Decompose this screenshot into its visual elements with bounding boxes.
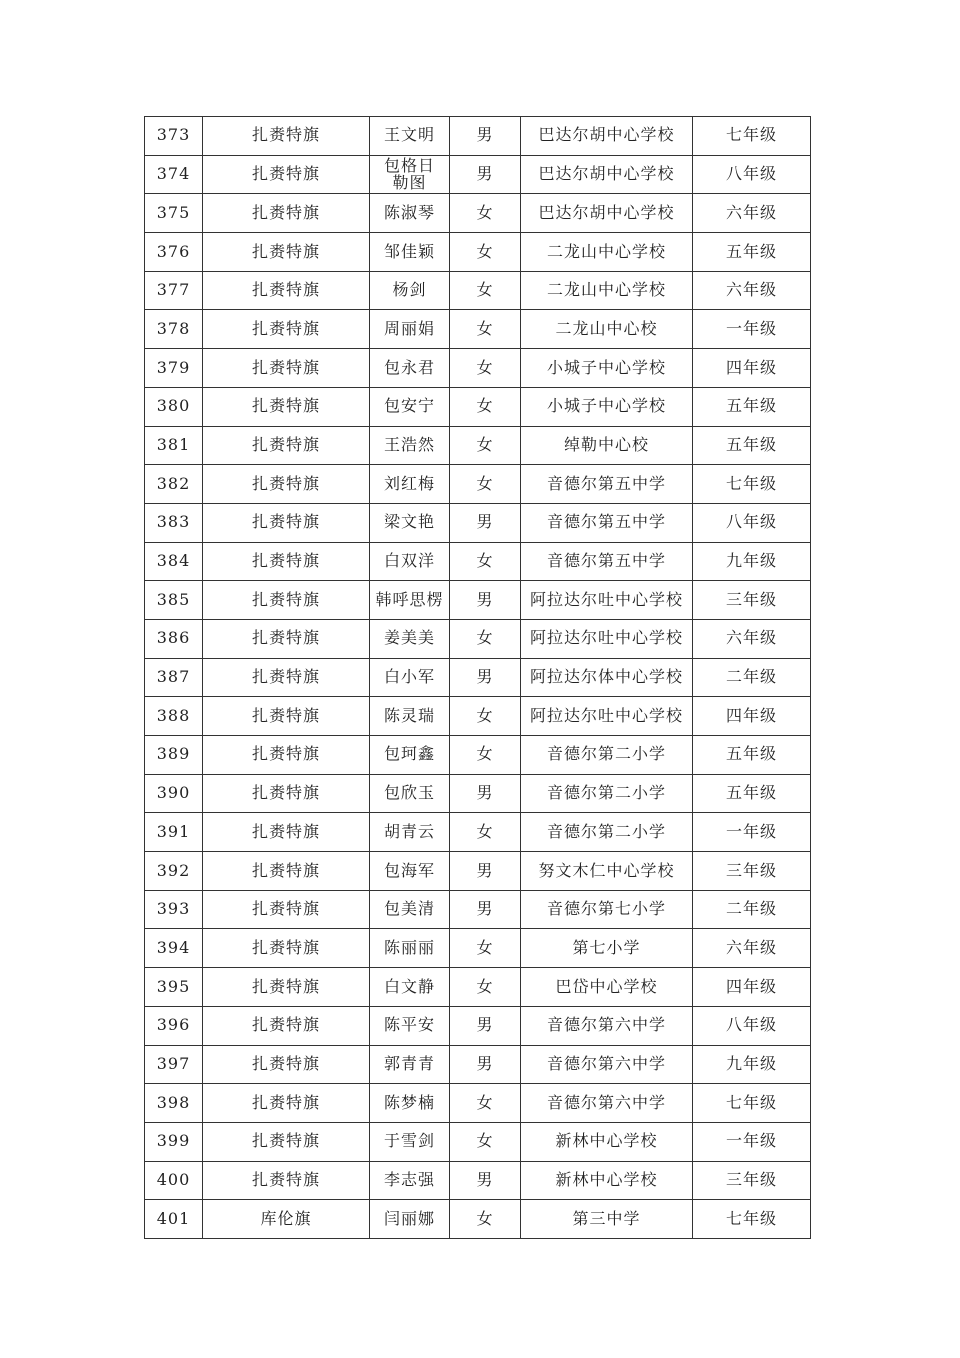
name-cell: 邹佳颖: [370, 233, 450, 272]
grade-cell: 四年级: [693, 349, 811, 388]
name-cell: 包美清: [370, 890, 450, 929]
grade-cell: 一年级: [693, 1122, 811, 1161]
table-row: [145, 813, 811, 852]
table-row: [145, 503, 811, 542]
school-cell: 音德尔第五中学: [521, 503, 693, 542]
grade-cell: 五年级: [693, 233, 811, 272]
grade-cell: 八年级: [693, 503, 811, 542]
table-row: [145, 465, 811, 504]
district-cell: 扎赉特旗: [203, 619, 370, 658]
roster-table-body: [145, 117, 811, 1239]
row-number: 397: [145, 1045, 203, 1084]
name-cell: 陈灵瑞: [370, 697, 450, 736]
gender-cell: 女: [450, 465, 521, 504]
school-cell: 阿拉达尔吐中心学校: [521, 619, 693, 658]
table-row: [145, 1084, 811, 1123]
grade-cell: 三年级: [693, 852, 811, 891]
row-number: 387: [145, 658, 203, 697]
name-cell: 郭青青: [370, 1045, 450, 1084]
school-cell: 音德尔第六中学: [521, 1045, 693, 1084]
table-row: [145, 542, 811, 581]
grade-cell: 五年级: [693, 736, 811, 775]
gender-cell: 女: [450, 194, 521, 233]
row-number: 382: [145, 465, 203, 504]
row-number: 376: [145, 233, 203, 272]
gender-cell: 男: [450, 774, 521, 813]
name-cell: 白文静: [370, 968, 450, 1007]
gender-cell: 女: [450, 736, 521, 775]
school-cell: 巴达尔胡中心学校: [521, 194, 693, 233]
row-number: 392: [145, 852, 203, 891]
table-row: [145, 581, 811, 620]
school-cell: 努文木仁中心学校: [521, 852, 693, 891]
table-row: [145, 1045, 811, 1084]
district-cell: 扎赉特旗: [203, 465, 370, 504]
school-cell: 阿拉达尔体中心学校: [521, 658, 693, 697]
row-number: 381: [145, 426, 203, 465]
school-cell: 第七小学: [521, 929, 693, 968]
grade-cell: 六年级: [693, 929, 811, 968]
name-cell: 王浩然: [370, 426, 450, 465]
name-cell: 包珂鑫: [370, 736, 450, 775]
row-number: 389: [145, 736, 203, 775]
row-number: 394: [145, 929, 203, 968]
name-cell: 包安宁: [370, 387, 450, 426]
grade-cell: 六年级: [693, 271, 811, 310]
district-cell: 扎赉特旗: [203, 117, 370, 156]
name-cell: 李志强: [370, 1161, 450, 1200]
district-cell: 扎赉特旗: [203, 271, 370, 310]
gender-cell: 女: [450, 426, 521, 465]
school-cell: 阿拉达尔吐中心学校: [521, 581, 693, 620]
district-cell: 扎赉特旗: [203, 503, 370, 542]
table-row: [145, 852, 811, 891]
district-cell: 扎赉特旗: [203, 813, 370, 852]
district-cell: 扎赉特旗: [203, 774, 370, 813]
district-cell: 扎赉特旗: [203, 1006, 370, 1045]
table-row: [145, 117, 811, 156]
school-cell: 音德尔第二小学: [521, 813, 693, 852]
table-row: [145, 1006, 811, 1045]
school-cell: 音德尔第二小学: [521, 736, 693, 775]
gender-cell: 女: [450, 233, 521, 272]
school-cell: 音德尔第二小学: [521, 774, 693, 813]
grade-cell: 七年级: [693, 1200, 811, 1239]
school-cell: 二龙山中心学校: [521, 271, 693, 310]
row-number: 396: [145, 1006, 203, 1045]
row-number: 375: [145, 194, 203, 233]
row-number: 400: [145, 1161, 203, 1200]
name-cell: 杨剑: [370, 271, 450, 310]
row-number: 393: [145, 890, 203, 929]
row-number: 377: [145, 271, 203, 310]
table-row: [145, 1200, 811, 1239]
district-cell: 扎赉特旗: [203, 194, 370, 233]
row-number: 384: [145, 542, 203, 581]
table-row: [145, 271, 811, 310]
name-cell: 刘红梅: [370, 465, 450, 504]
grade-cell: 九年级: [693, 1045, 811, 1084]
grade-cell: 一年级: [693, 310, 811, 349]
gender-cell: 女: [450, 813, 521, 852]
name-cell: 白小军: [370, 658, 450, 697]
row-number: 373: [145, 117, 203, 156]
gender-cell: 男: [450, 852, 521, 891]
gender-cell: 女: [450, 387, 521, 426]
roster-table: [144, 116, 811, 1239]
name-cell: 陈丽丽: [370, 929, 450, 968]
district-cell: 扎赉特旗: [203, 542, 370, 581]
row-number: 374: [145, 155, 203, 194]
school-cell: 二龙山中心校: [521, 310, 693, 349]
row-number: 401: [145, 1200, 203, 1239]
name-cell: 姜美美: [370, 619, 450, 658]
row-number: 399: [145, 1122, 203, 1161]
grade-cell: 五年级: [693, 426, 811, 465]
name-cell: 包海军: [370, 852, 450, 891]
table-row: [145, 658, 811, 697]
name-cell: 陈梦楠: [370, 1084, 450, 1123]
table-row: [145, 890, 811, 929]
gender-cell: 女: [450, 271, 521, 310]
district-cell: 扎赉特旗: [203, 349, 370, 388]
row-number: 398: [145, 1084, 203, 1123]
school-cell: 音德尔第五中学: [521, 542, 693, 581]
grade-cell: 七年级: [693, 465, 811, 504]
school-cell: 巴达尔胡中心学校: [521, 117, 693, 156]
grade-cell: 三年级: [693, 581, 811, 620]
gender-cell: 女: [450, 1084, 521, 1123]
grade-cell: 一年级: [693, 813, 811, 852]
name-cell: 包永君: [370, 349, 450, 388]
grade-cell: 六年级: [693, 194, 811, 233]
gender-cell: 女: [450, 929, 521, 968]
gender-cell: 男: [450, 117, 521, 156]
table-row: [145, 1161, 811, 1200]
school-cell: 音德尔第七小学: [521, 890, 693, 929]
district-cell: 扎赉特旗: [203, 155, 370, 194]
school-cell: 绰勒中心校: [521, 426, 693, 465]
district-cell: 扎赉特旗: [203, 233, 370, 272]
gender-cell: 女: [450, 1200, 521, 1239]
table-row: [145, 349, 811, 388]
gender-cell: 女: [450, 619, 521, 658]
grade-cell: 五年级: [693, 387, 811, 426]
name-cell: 白双洋: [370, 542, 450, 581]
school-cell: 音德尔第六中学: [521, 1084, 693, 1123]
row-number: 391: [145, 813, 203, 852]
school-cell: 巴达尔胡中心学校: [521, 155, 693, 194]
name-cell: 包格日勒图: [370, 155, 450, 194]
gender-cell: 女: [450, 697, 521, 736]
grade-cell: 九年级: [693, 542, 811, 581]
school-cell: 阿拉达尔吐中心学校: [521, 697, 693, 736]
district-cell: 扎赉特旗: [203, 697, 370, 736]
school-cell: 二龙山中心学校: [521, 233, 693, 272]
table-row: [145, 619, 811, 658]
gender-cell: 男: [450, 581, 521, 620]
grade-cell: 八年级: [693, 155, 811, 194]
roster-table-container: [144, 116, 810, 1239]
school-cell: 新林中心学校: [521, 1122, 693, 1161]
grade-cell: 三年级: [693, 1161, 811, 1200]
gender-cell: 男: [450, 155, 521, 194]
school-cell: 音德尔第五中学: [521, 465, 693, 504]
row-number: 395: [145, 968, 203, 1007]
district-cell: 扎赉特旗: [203, 426, 370, 465]
name-cell: 陈平安: [370, 1006, 450, 1045]
table-row: [145, 697, 811, 736]
district-cell: 扎赉特旗: [203, 1122, 370, 1161]
school-cell: 新林中心学校: [521, 1161, 693, 1200]
gender-cell: 男: [450, 503, 521, 542]
table-row: [145, 387, 811, 426]
grade-cell: 六年级: [693, 619, 811, 658]
district-cell: 扎赉特旗: [203, 968, 370, 1007]
table-row: [145, 736, 811, 775]
grade-cell: 七年级: [693, 117, 811, 156]
row-number: 385: [145, 581, 203, 620]
gender-cell: 男: [450, 1045, 521, 1084]
grade-cell: 七年级: [693, 1084, 811, 1123]
district-cell: 扎赉特旗: [203, 929, 370, 968]
name-cell: 陈淑琴: [370, 194, 450, 233]
row-number: 386: [145, 619, 203, 658]
district-cell: 扎赉特旗: [203, 387, 370, 426]
district-cell: 库伦旗: [203, 1200, 370, 1239]
district-cell: 扎赉特旗: [203, 310, 370, 349]
row-number: 378: [145, 310, 203, 349]
district-cell: 扎赉特旗: [203, 581, 370, 620]
gender-cell: 女: [450, 1122, 521, 1161]
school-cell: 小城子中心学校: [521, 349, 693, 388]
gender-cell: 女: [450, 968, 521, 1007]
school-cell: 巴岱中心学校: [521, 968, 693, 1007]
table-row: [145, 426, 811, 465]
row-number: 383: [145, 503, 203, 542]
district-cell: 扎赉特旗: [203, 890, 370, 929]
school-cell: 第三中学: [521, 1200, 693, 1239]
row-number: 380: [145, 387, 203, 426]
grade-cell: 四年级: [693, 697, 811, 736]
gender-cell: 女: [450, 349, 521, 388]
district-cell: 扎赉特旗: [203, 658, 370, 697]
row-number: 388: [145, 697, 203, 736]
gender-cell: 女: [450, 310, 521, 349]
grade-cell: 五年级: [693, 774, 811, 813]
row-number: 379: [145, 349, 203, 388]
school-cell: 音德尔第六中学: [521, 1006, 693, 1045]
district-cell: 扎赉特旗: [203, 1045, 370, 1084]
name-cell: 包欣玉: [370, 774, 450, 813]
table-row: [145, 194, 811, 233]
district-cell: 扎赉特旗: [203, 852, 370, 891]
gender-cell: 男: [450, 1006, 521, 1045]
table-row: [145, 310, 811, 349]
name-cell: 周丽娟: [370, 310, 450, 349]
name-cell: 韩呼思楞: [370, 581, 450, 620]
name-cell: 闫丽娜: [370, 1200, 450, 1239]
grade-cell: 二年级: [693, 890, 811, 929]
name-cell: 于雪剑: [370, 1122, 450, 1161]
gender-cell: 男: [450, 1161, 521, 1200]
district-cell: 扎赉特旗: [203, 1161, 370, 1200]
table-row: [145, 233, 811, 272]
grade-cell: 八年级: [693, 1006, 811, 1045]
grade-cell: 二年级: [693, 658, 811, 697]
school-cell: 小城子中心学校: [521, 387, 693, 426]
name-cell: 梁文艳: [370, 503, 450, 542]
table-row: [145, 155, 811, 194]
row-number: 390: [145, 774, 203, 813]
gender-cell: 男: [450, 890, 521, 929]
district-cell: 扎赉特旗: [203, 736, 370, 775]
gender-cell: 男: [450, 658, 521, 697]
district-cell: 扎赉特旗: [203, 1084, 370, 1123]
grade-cell: 四年级: [693, 968, 811, 1007]
gender-cell: 女: [450, 542, 521, 581]
table-row: [145, 1122, 811, 1161]
name-cell: 王文明: [370, 117, 450, 156]
table-row: [145, 929, 811, 968]
name-cell: 胡青云: [370, 813, 450, 852]
table-row: [145, 774, 811, 813]
table-row: [145, 968, 811, 1007]
